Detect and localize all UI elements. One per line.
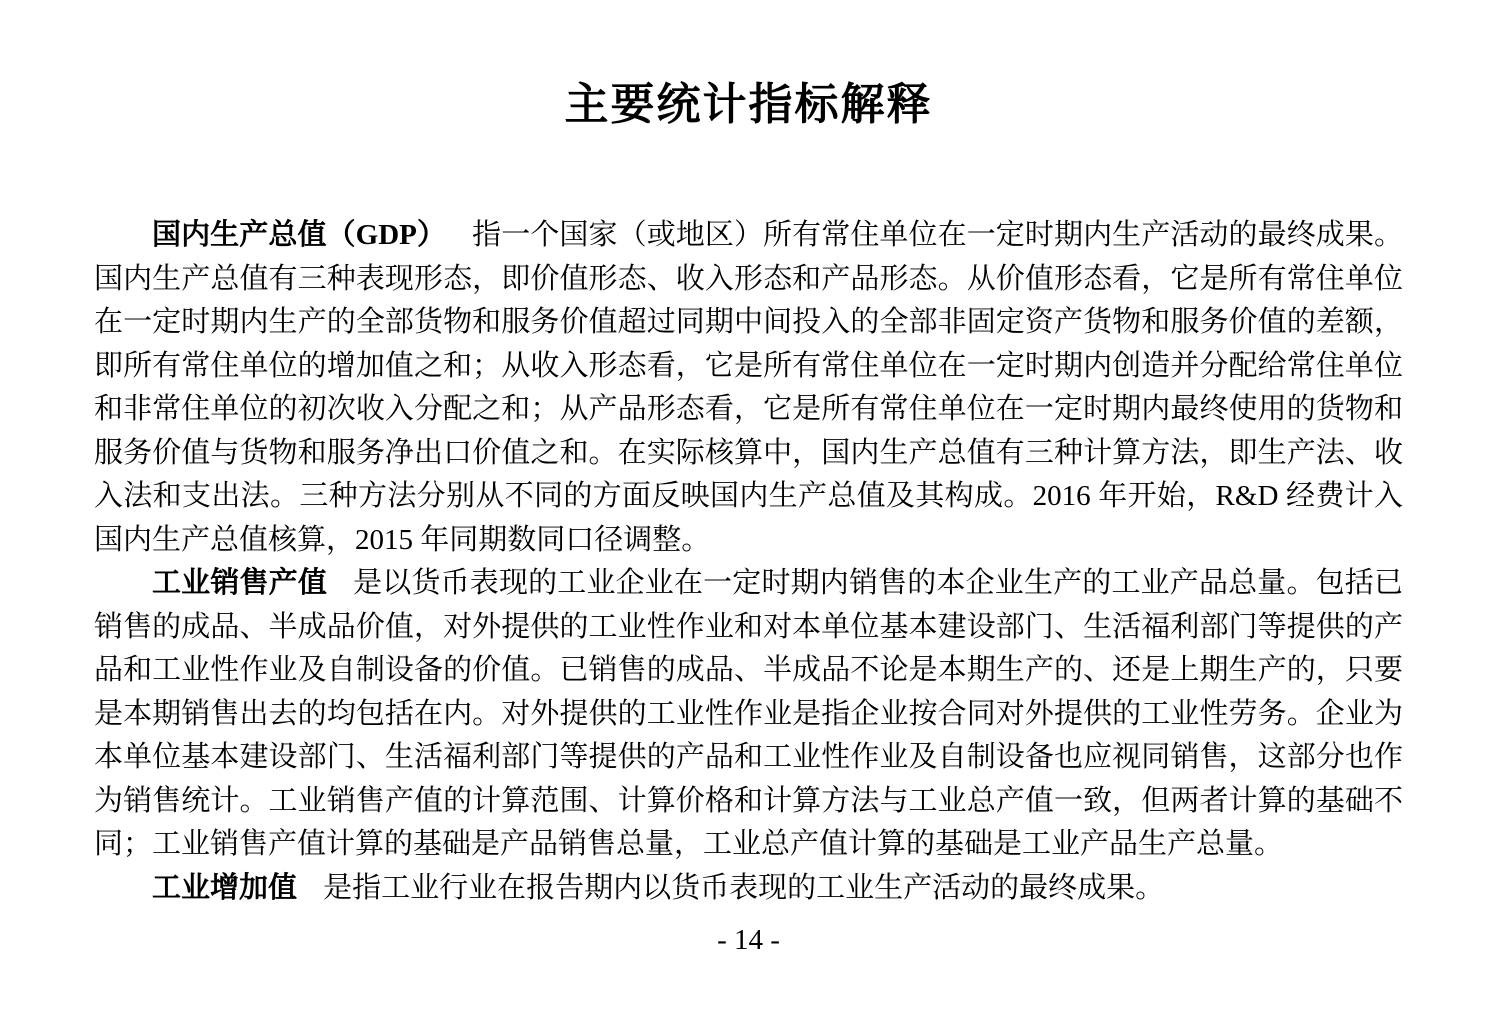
paragraph-gdp	[94, 214, 1403, 562]
document-body	[94, 214, 1403, 910]
paragraph-body-industrial-sales-output: 是以货币表现的工业企业在一定时期内销售的本企业生产的工业产品总量。包括已销售的成品、半成品价值，对外提供的工业性作业和对本单位基本建设部门、生活福利部门等提供的产品和工业性作业及自制设备的价值。已销售的成品、半成品不论是本期生产的、还是上期生产的，只要是本期销售出去的均包括在内。对外提供的工业性作业是指企业按合同对外提供的工业性劳务。企业为本单位基本建设部门、生活福利部门等提供的产品和工业性作业及自制设备也应视同销售，这部分也作为销售统计。工业销售产值的计算范围、计算价格和计算方法与工业总产值一致，但两者计算的基础不同；工业销售产值计算的基础是产品销售总量，工业总产值计算的基础是工业产品生产总量。	[94, 567, 1403, 860]
term-label-industrial-sales-output: 工业销售产值	[152, 567, 328, 599]
page-number: - 14 -	[717, 924, 780, 956]
term-label-gdp: 国内生产总值（GDP）	[152, 219, 447, 251]
paragraph-body-industrial-added-value: 是指工业行业在报告期内以货币表现的工业生产活动的最终成果。	[323, 871, 1165, 904]
paragraph-body-gdp: 指一个国家（或地区）所有常住单位在一定时期内生产活动的最终成果。国内生产总值有三种表现形态，即价值形态、收入形态和产品形态。从价值形态看，它是所有常住单位在一定时期内生产的全部货物和服务价值超过同期中间投入的全部非固定资产货物和服务价值的差额，即所有常住单位的增加值之和；从收入形态看，它是所有常住单位在一定时期内创造并分配给常住单位和非常住单位的初次收入分配之和；从产品形态看，它是所有常住单位在一定时期内最终使用的货物和服务价值与货物和服务净出口价值之和。在实际核算中，国内生产总值有三种计算方法，即生产法、收入法和支出法。三种方法分别从不同的方面反映国内生产总值及其构成。2016 年开始，R&D 经费计入国内生产总值核算，2015 年同期数同口径调整。	[94, 219, 1403, 556]
paragraph-industrial-sales-output	[94, 562, 1403, 867]
paragraph-industrial-added-value	[94, 867, 1403, 911]
page-title: 主要统计指标解释	[564, 80, 933, 129]
term-label-industrial-added-value: 工业增加值	[152, 871, 298, 904]
